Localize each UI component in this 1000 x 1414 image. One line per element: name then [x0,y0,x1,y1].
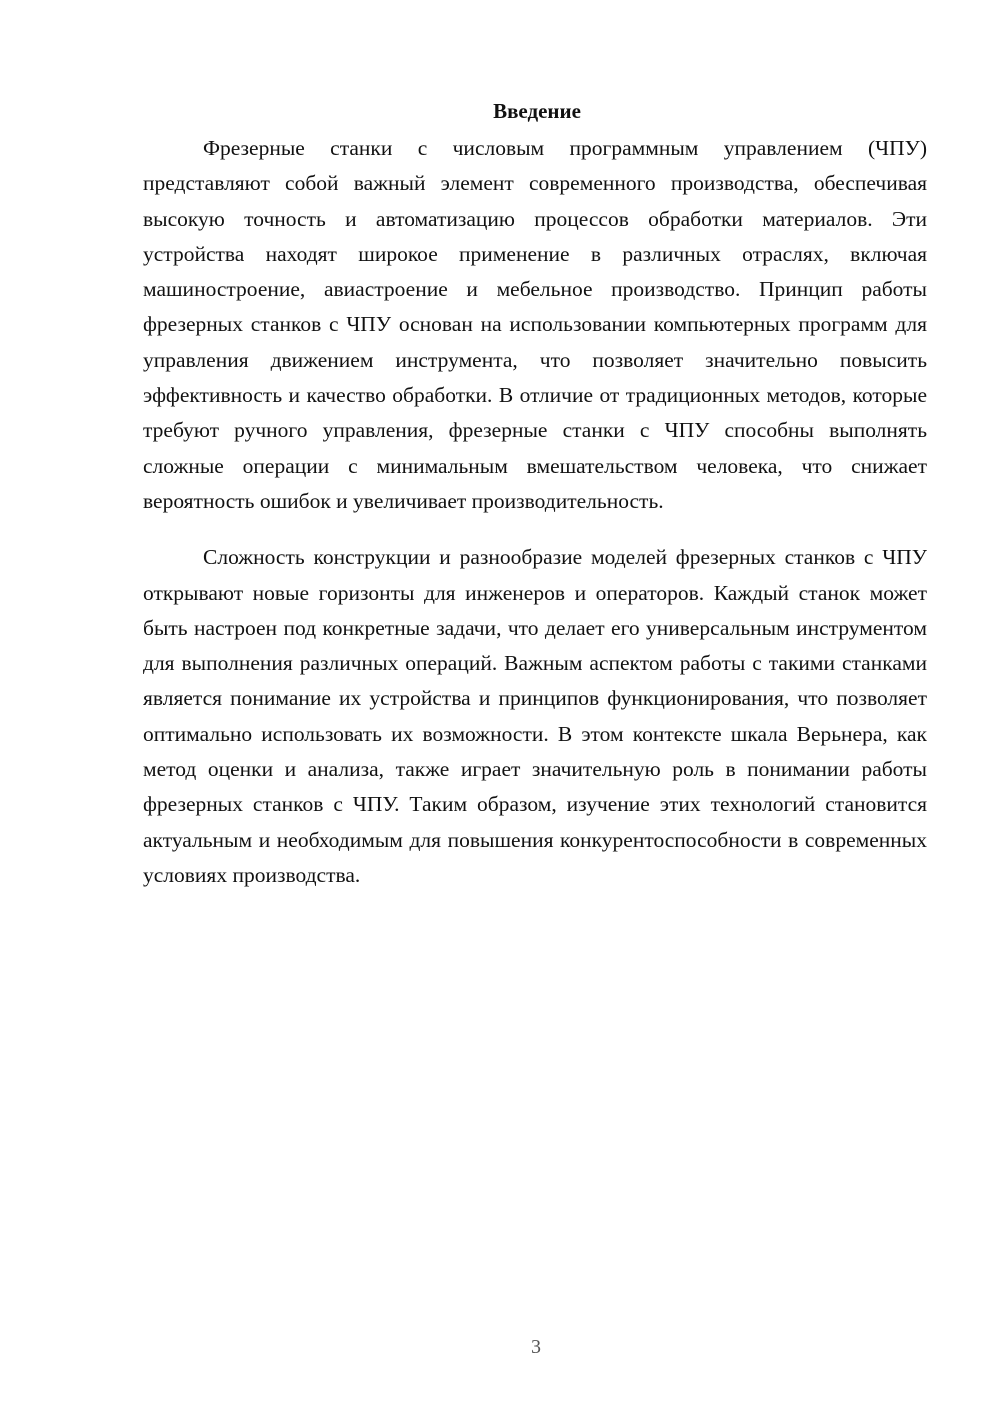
paragraph-1: Фрезерные станки с числовым программным управлением (ЧПУ) представляют собой важный элемент современного производства, обеспечивая высокую точность и автоматизацию процессов обработки материалов. Эти устройства находят широкое применение в различных отраслях, включая машиностроение, авиастроение и мебельное производство. Принцип работы фрезерных станков с ЧПУ основан на использовании компьютерных программ для управления движением инструмента, что позволяет значительно повысить эффективность и качество обработки. В отличие от традиционных методов, которые требуют ручного управления, фрезерные станки с ЧПУ способны выполнять сложные операции с минимальным вмешательством человека, что снижает вероятность ошибок и увеличивает производительность. [143,136,927,513]
page-content [143,96,927,893]
paragraph-2: Сложность конструкции и разнообразие моделей фрезерных станков с ЧПУ открывают новые горизонты для инженеров и операторов. Каждый станок может быть настроен под конкретные задачи, что делает его универсальным инструментом для выполнения различных операций. Важным аспектом работы с такими станками является понимание их устройства и принципов функционирования, что позволяет оптимально использовать их возможности. В этом контексте шкала Верьнера, как метод оценки и анализа, также играет значительную роль в понимании работы фрезерных станков с ЧПУ. Таким образом, изучение этих технологий становится актуальным и необходимым для повышения конкурентоспособности в современных условиях производства. [143,545,927,887]
page-number: 3 [531,1336,541,1358]
section-heading: Введение [493,99,581,123]
